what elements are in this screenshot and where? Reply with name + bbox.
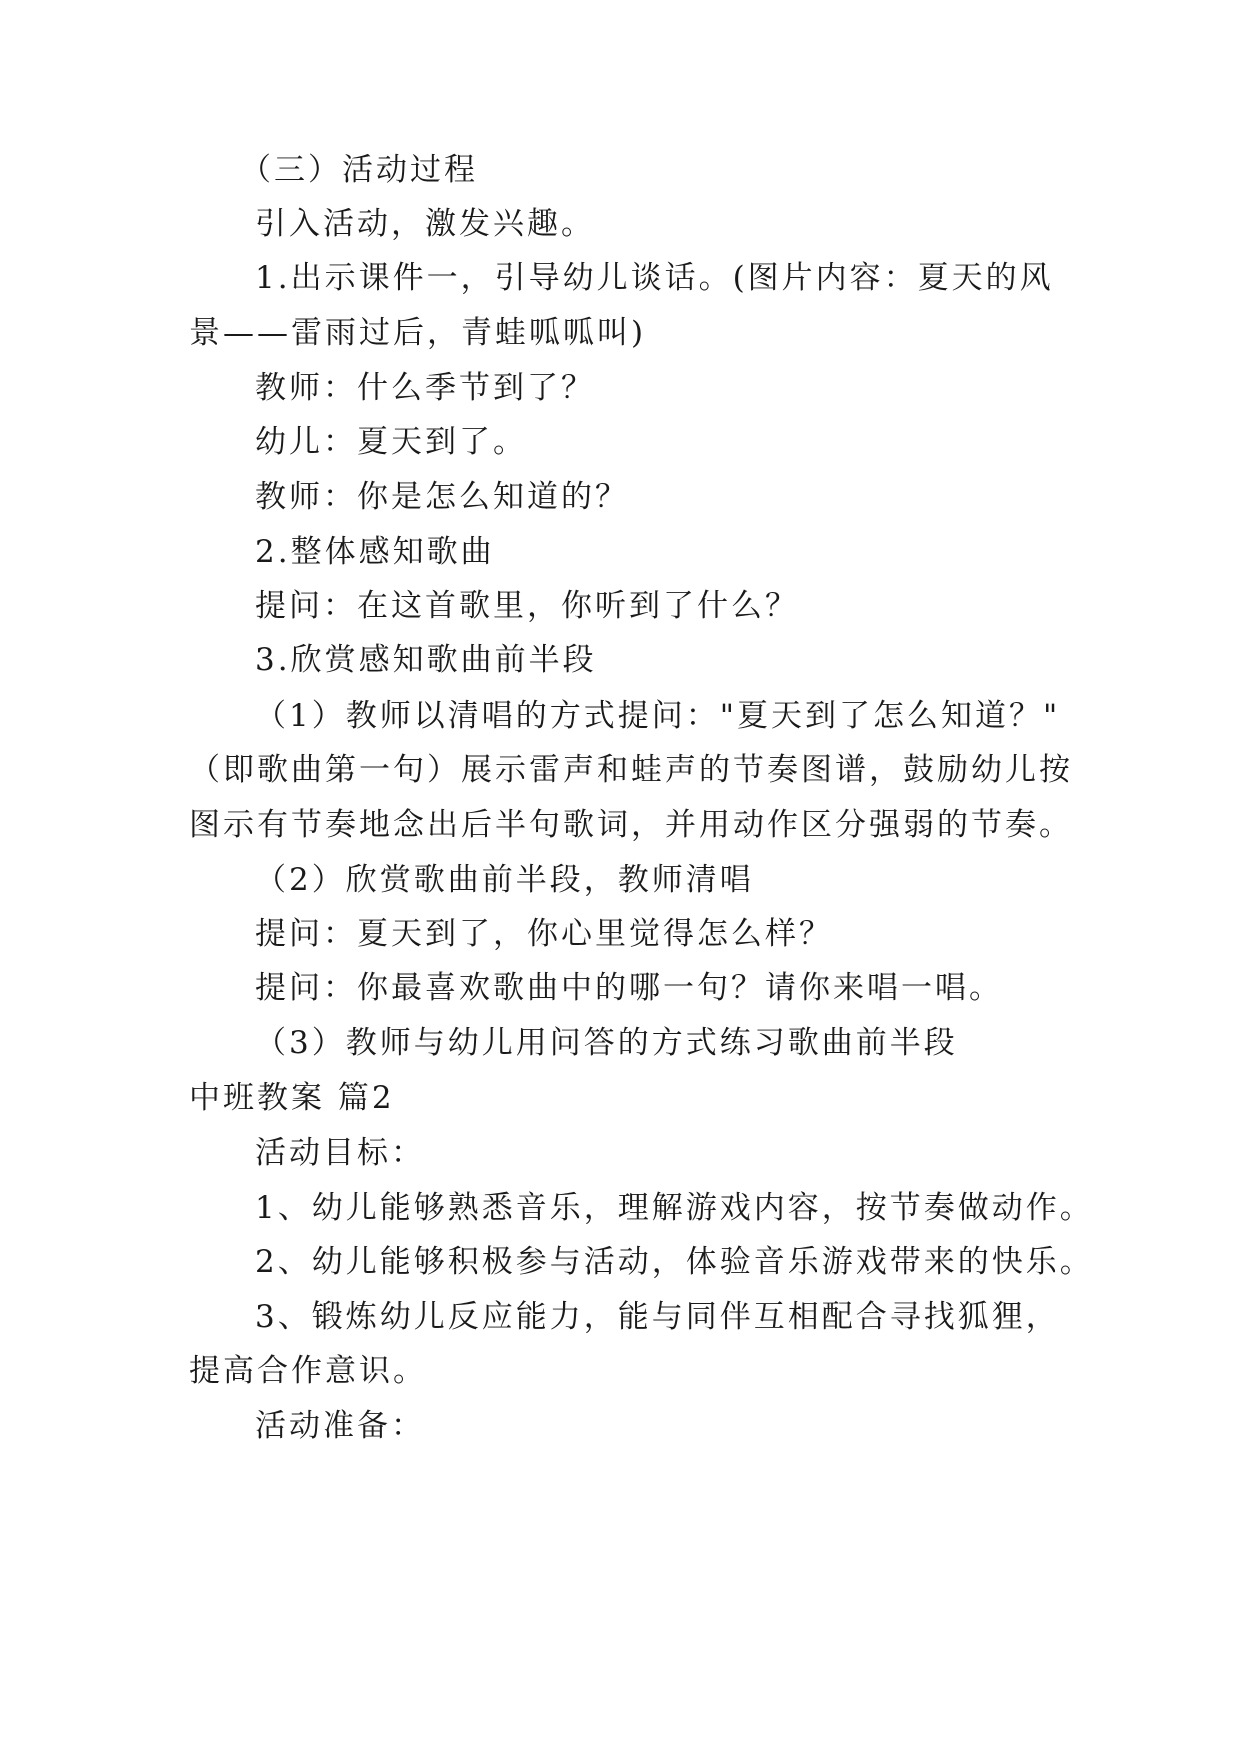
- goal-item-2: 2、幼儿能够积极参与活动，体验音乐游戏带来的快乐。: [255, 1244, 1094, 1280]
- paragraph-step-1-line-2: 景——雷雨过后，青蛙呱呱叫): [189, 315, 647, 351]
- section-heading-activity-process: （三）活动过程: [240, 152, 478, 188]
- paragraph-step-1-line-1: 1.出示课件一，引导幼儿谈话。(图片内容：夏天的风: [255, 260, 1054, 296]
- dialogue-child-1: 幼儿：夏天到了。: [255, 424, 527, 460]
- question-step-2: 提问：在这首歌里，你听到了什么？: [255, 588, 799, 624]
- goal-item-3-line-2: 提高合作意识。: [189, 1353, 427, 1389]
- paragraph-intro: 引入活动，激发兴趣。: [255, 206, 595, 242]
- paragraph-step-3-3: （3）教师与幼儿用问答的方式练习歌曲前半段: [255, 1025, 958, 1061]
- paragraph-step-3-1-line-2: （即歌曲第一句）展示雷声和蛙声的节奏图谱，鼓励幼儿按: [189, 752, 1073, 788]
- question-step-3-2-b: 提问：你最喜欢歌曲中的哪一句？请你来唱一唱。: [255, 970, 1003, 1006]
- question-step-3-2-a: 提问：夏天到了，你心里觉得怎么样？: [255, 916, 833, 952]
- lesson-heading-part-2: 中班教案 篇2: [189, 1080, 395, 1116]
- paragraph-step-3-1-line-3: 图示有节奏地念出后半句歌词，并用动作区分强弱的节奏。: [189, 807, 1073, 843]
- paragraph-step-3: 3.欣赏感知歌曲前半段: [255, 642, 597, 678]
- paragraph-step-2: 2.整体感知歌曲: [255, 534, 495, 570]
- goal-item-3-line-1: 3、锻炼幼儿反应能力，能与同伴互相配合寻找狐狸，: [255, 1299, 1060, 1335]
- dialogue-teacher-2: 教师：你是怎么知道的？: [255, 479, 629, 515]
- section-heading-activity-goals: 活动目标：: [255, 1135, 425, 1171]
- goal-item-1: 1、幼儿能够熟悉音乐，理解游戏内容，按节奏做动作。: [255, 1190, 1094, 1226]
- paragraph-step-3-1-line-1: （1）教师以清唱的方式提问："夏天到了怎么知道？": [255, 698, 1061, 734]
- paragraph-step-3-2: （2）欣赏歌曲前半段，教师清唱: [255, 862, 754, 898]
- section-heading-activity-preparation: 活动准备：: [255, 1408, 425, 1444]
- dialogue-teacher-1: 教师：什么季节到了？: [255, 370, 595, 406]
